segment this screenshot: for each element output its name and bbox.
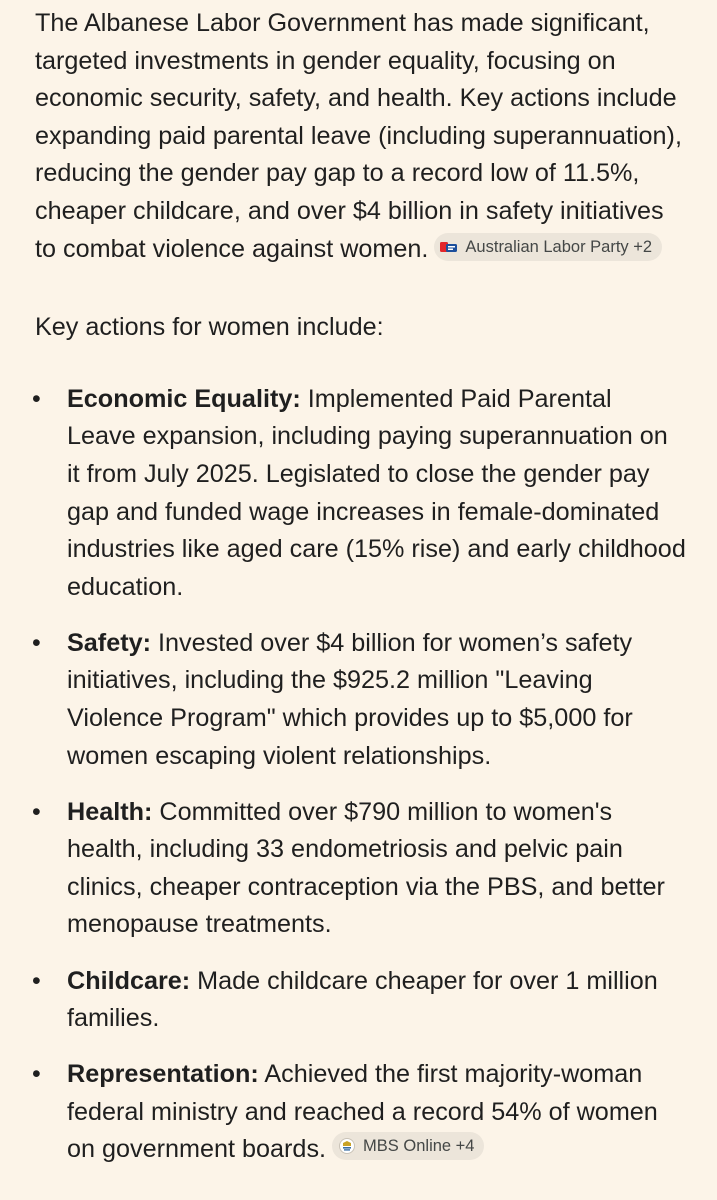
list-item-text: Committed over $790 million to women's health, including 33 endometriosis and pelvic pain clinics, cheaper contraception via the PBS, and better menopause treatments. xyxy=(67,797,665,939)
list-item-title: Childcare: xyxy=(67,966,191,995)
source-chip-label: MBS Online +4 xyxy=(363,1137,475,1156)
mbs-online-favicon-icon xyxy=(338,1137,356,1155)
list-item-economic-equality xyxy=(32,381,687,607)
list-item-text: Implemented Paid Parental Leave expansion, including paying superannuation on it from July 2025. Legislated to close the gender pay gap and funded wage increases in female-dominated industries like aged care (15% rise) and early childhood education. xyxy=(67,384,686,601)
list-item-safety xyxy=(32,625,687,775)
list-item-title: Representation: xyxy=(67,1060,259,1089)
bullet-icon: • xyxy=(32,628,41,657)
intro-paragraph xyxy=(35,5,687,268)
key-actions-list xyxy=(32,381,687,1169)
intro-text: The Albanese Labor Government has made significant, targeted investments in gender equality, focusing on economic security, safety, and health. Key actions include expanding paid parental leave (including superannuation), reducing the gender pay gap to a record low of 11.5%, cheaper childcare, and over $4 billion in safety initiatives to combat violence against women. xyxy=(35,9,682,263)
list-item-text: Made childcare cheaper for over 1 million families. xyxy=(67,966,658,1033)
bullet-icon: • xyxy=(32,966,41,995)
list-item-text: Invested over $4 billion for women’s safety initiatives, including the $925.2 million "Leaving Violence Program" which provides up to $5,000 for women escaping violent relationships. xyxy=(67,628,633,770)
bullet-icon: • xyxy=(32,797,41,826)
source-chip-australian-labor-party[interactable] xyxy=(434,233,662,261)
list-item-text: Achieved the first majority-woman federal ministry and reached a record 54% of women on government boards. xyxy=(67,1060,658,1164)
list-item-childcare xyxy=(32,963,687,1038)
bullet-icon: • xyxy=(32,1060,41,1089)
australian-labor-party-favicon-icon xyxy=(440,238,458,256)
list-item-representation xyxy=(32,1056,687,1169)
list-item-title: Health: xyxy=(67,797,153,826)
source-chip-label: Australian Labor Party +2 xyxy=(465,237,653,256)
source-chip-mbs-online[interactable] xyxy=(332,1132,484,1160)
bullet-icon: • xyxy=(32,384,41,413)
list-item-health xyxy=(32,794,687,944)
list-item-title: Economic Equality: xyxy=(67,384,301,413)
list-item-title: Safety: xyxy=(67,628,151,657)
key-actions-heading: Key actions for women include: xyxy=(35,313,384,342)
